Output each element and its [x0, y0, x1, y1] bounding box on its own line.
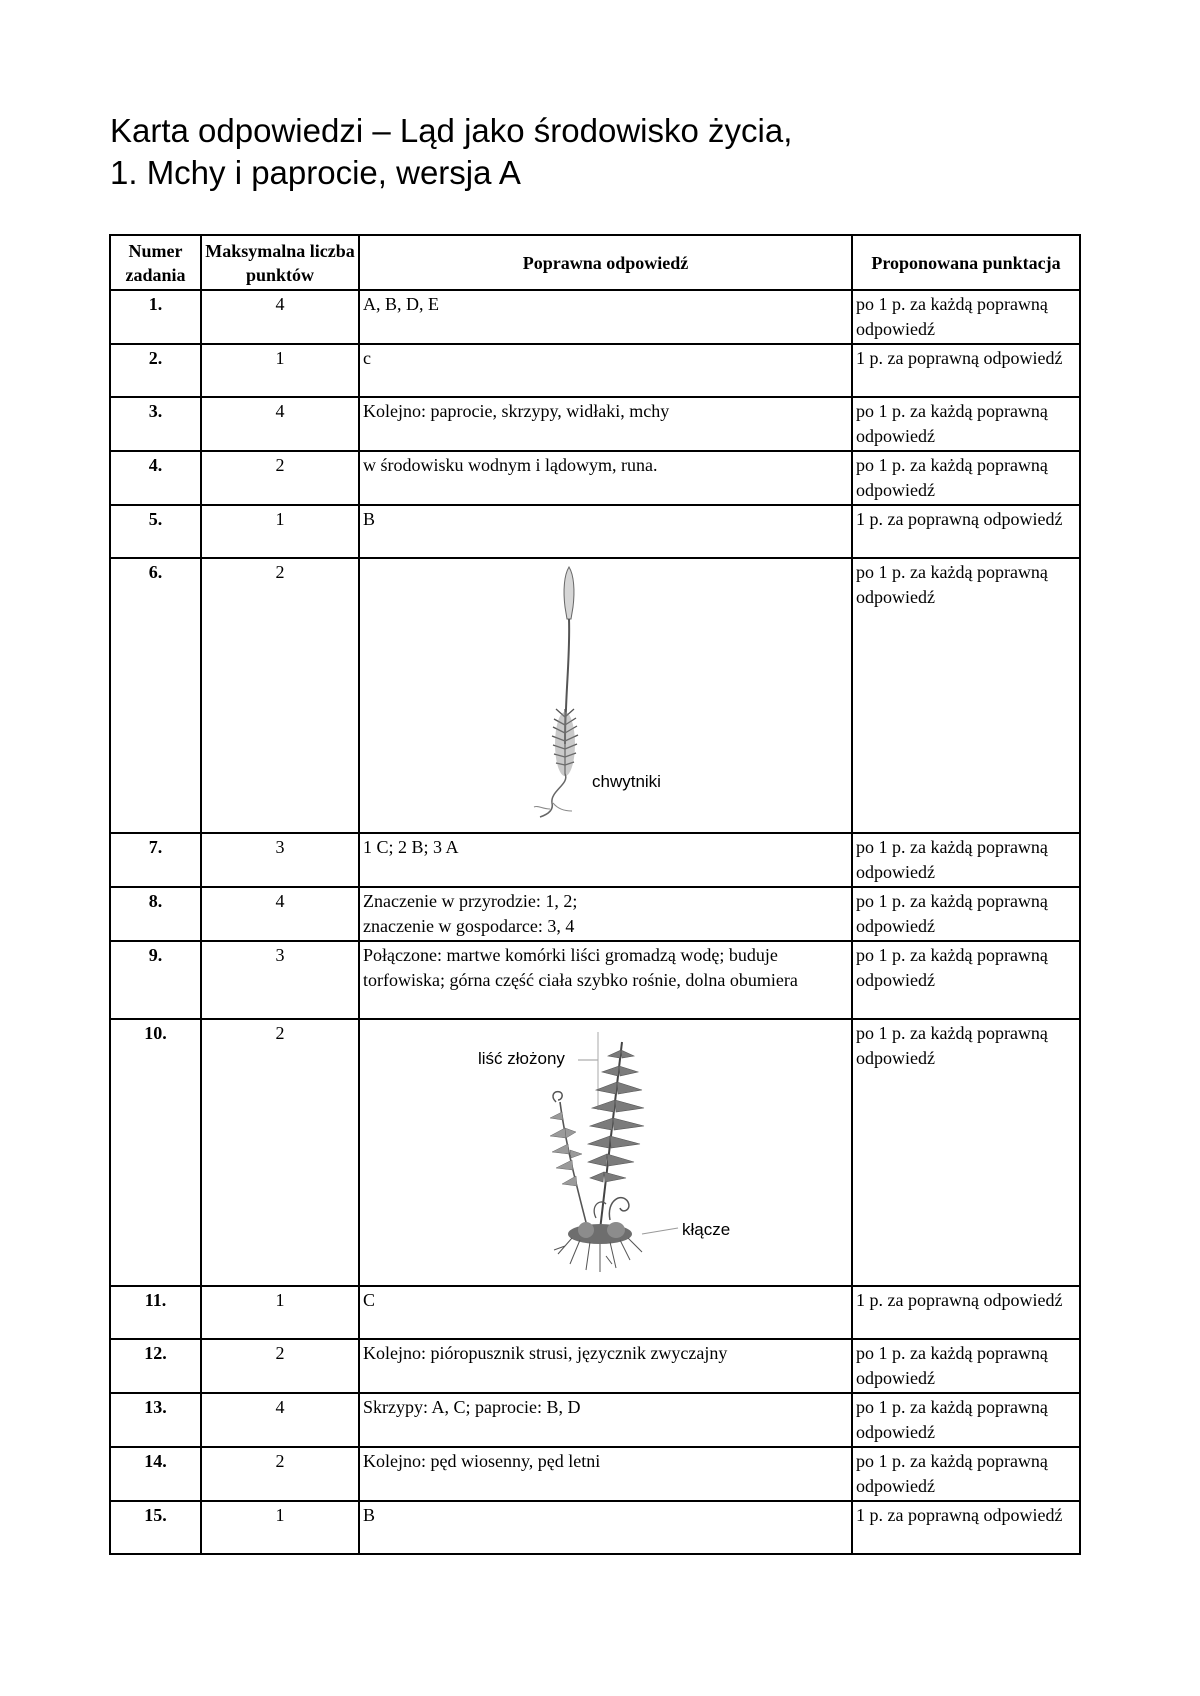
header-answer: Poprawna odpowiedź	[359, 235, 852, 290]
table-header-row	[110, 235, 1080, 290]
correct-answer: w środowisku wodnym i lądowym, runa.	[359, 451, 852, 505]
moss-figure-cell	[359, 558, 852, 833]
scoring: po 1 p. za każdą poprawną odpowiedź	[852, 833, 1080, 887]
title-line-1: Karta odpowiedzi – Ląd jako środowisko życia,	[110, 112, 793, 149]
table-row	[110, 1286, 1080, 1339]
max-points: 2	[201, 451, 359, 505]
rhizoids-label: chwytniki	[592, 772, 661, 791]
correct-answer	[359, 887, 852, 941]
scoring: 1 p. za poprawną odpowiedź	[852, 1286, 1080, 1339]
max-points: 4	[201, 1393, 359, 1447]
task-number: 14.	[110, 1447, 201, 1501]
title-line-2: 1. Mchy i paprocie, wersja A	[110, 154, 521, 191]
table-row	[110, 344, 1080, 397]
page-title	[110, 110, 792, 194]
table-row	[110, 941, 1080, 1019]
correct-answer: Kolejno: paprocie, skrzypy, widłaki, mchy	[359, 397, 852, 451]
task-number: 5.	[110, 505, 201, 558]
correct-answer: Kolejno: pęd wiosenny, pęd letni	[359, 1447, 852, 1501]
scoring: po 1 p. za każdą poprawną odpowiedź	[852, 1447, 1080, 1501]
fern-figure-cell	[359, 1019, 852, 1286]
table-row	[110, 887, 1080, 941]
table-row	[110, 833, 1080, 887]
max-points: 1	[201, 505, 359, 558]
scoring: po 1 p. za każdą poprawną odpowiedź	[852, 451, 1080, 505]
scoring: po 1 p. za każdą poprawną odpowiedź	[852, 290, 1080, 344]
correct-answer: Skrzypy: A, C; paprocie: B, D	[359, 1393, 852, 1447]
correct-answer: A, B, D, E	[359, 290, 852, 344]
table-row	[110, 505, 1080, 558]
max-points: 3	[201, 833, 359, 887]
scoring: po 1 p. za każdą poprawną odpowiedź	[852, 941, 1080, 1019]
header-number: Numer zadania	[110, 235, 201, 290]
correct-answer: B	[359, 1501, 852, 1554]
max-points: 2	[201, 1447, 359, 1501]
task-number: 11.	[110, 1286, 201, 1339]
table-row	[110, 1501, 1080, 1554]
table-row	[110, 451, 1080, 505]
fern-figure	[360, 1020, 851, 1285]
max-points: 4	[201, 397, 359, 451]
table-row	[110, 1019, 1080, 1286]
scoring: po 1 p. za każdą poprawną odpowiedź	[852, 1019, 1080, 1286]
correct-answer: C	[359, 1286, 852, 1339]
rhizome-label: kłącze	[682, 1220, 731, 1239]
scoring: po 1 p. za każdą poprawną odpowiedź	[852, 887, 1080, 941]
max-points: 4	[201, 290, 359, 344]
task-number: 12.	[110, 1339, 201, 1393]
moss-figure	[360, 559, 851, 832]
answer-line-2: znaczenie w gospodarce: 3, 4	[363, 916, 575, 936]
scoring: po 1 p. za każdą poprawną odpowiedź	[852, 558, 1080, 833]
table-row	[110, 558, 1080, 833]
correct-answer: c	[359, 344, 852, 397]
table-row	[110, 290, 1080, 344]
task-number: 13.	[110, 1393, 201, 1447]
task-number: 9.	[110, 941, 201, 1019]
scoring: po 1 p. za każdą poprawną odpowiedź	[852, 1393, 1080, 1447]
correct-answer: Połączone: martwe komórki liści gromadzą wodę; buduje torfowiska; górna część ciała szybko rośnie, dolna obumiera	[359, 941, 852, 1019]
max-points: 2	[201, 558, 359, 833]
correct-answer: Kolejno: pióropusznik strusi, języcznik zwyczajny	[359, 1339, 852, 1393]
max-points: 1	[201, 1286, 359, 1339]
correct-answer: B	[359, 505, 852, 558]
max-points: 1	[201, 1501, 359, 1554]
task-number: 1.	[110, 290, 201, 344]
task-number: 7.	[110, 833, 201, 887]
header-scoring: Proponowana punktacja	[852, 235, 1080, 290]
scoring: 1 p. za poprawną odpowiedź	[852, 344, 1080, 397]
max-points: 3	[201, 941, 359, 1019]
table-row	[110, 1339, 1080, 1393]
answer-table	[109, 234, 1081, 1555]
correct-answer: 1 C; 2 B; 3 A	[359, 833, 852, 887]
task-number: 6.	[110, 558, 201, 833]
task-number: 8.	[110, 887, 201, 941]
compound-leaf-label: liść złożony	[478, 1049, 565, 1068]
scoring: po 1 p. za każdą poprawną odpowiedź	[852, 1339, 1080, 1393]
task-number: 15.	[110, 1501, 201, 1554]
fern-illustration	[360, 1020, 851, 1285]
task-number: 3.	[110, 397, 201, 451]
task-number: 2.	[110, 344, 201, 397]
table-row	[110, 1393, 1080, 1447]
max-points: 2	[201, 1019, 359, 1286]
task-number: 4.	[110, 451, 201, 505]
scoring: 1 p. za poprawną odpowiedź	[852, 505, 1080, 558]
max-points: 1	[201, 344, 359, 397]
scoring: 1 p. za poprawną odpowiedź	[852, 1501, 1080, 1554]
scoring: po 1 p. za każdą poprawną odpowiedź	[852, 397, 1080, 451]
table-row	[110, 397, 1080, 451]
answer-line-1: Znaczenie w przyrodzie: 1, 2;	[363, 891, 578, 911]
task-number: 10.	[110, 1019, 201, 1286]
max-points: 2	[201, 1339, 359, 1393]
table-row	[110, 1447, 1080, 1501]
header-max-points: Maksymalna liczba punktów	[201, 235, 359, 290]
max-points: 4	[201, 887, 359, 941]
